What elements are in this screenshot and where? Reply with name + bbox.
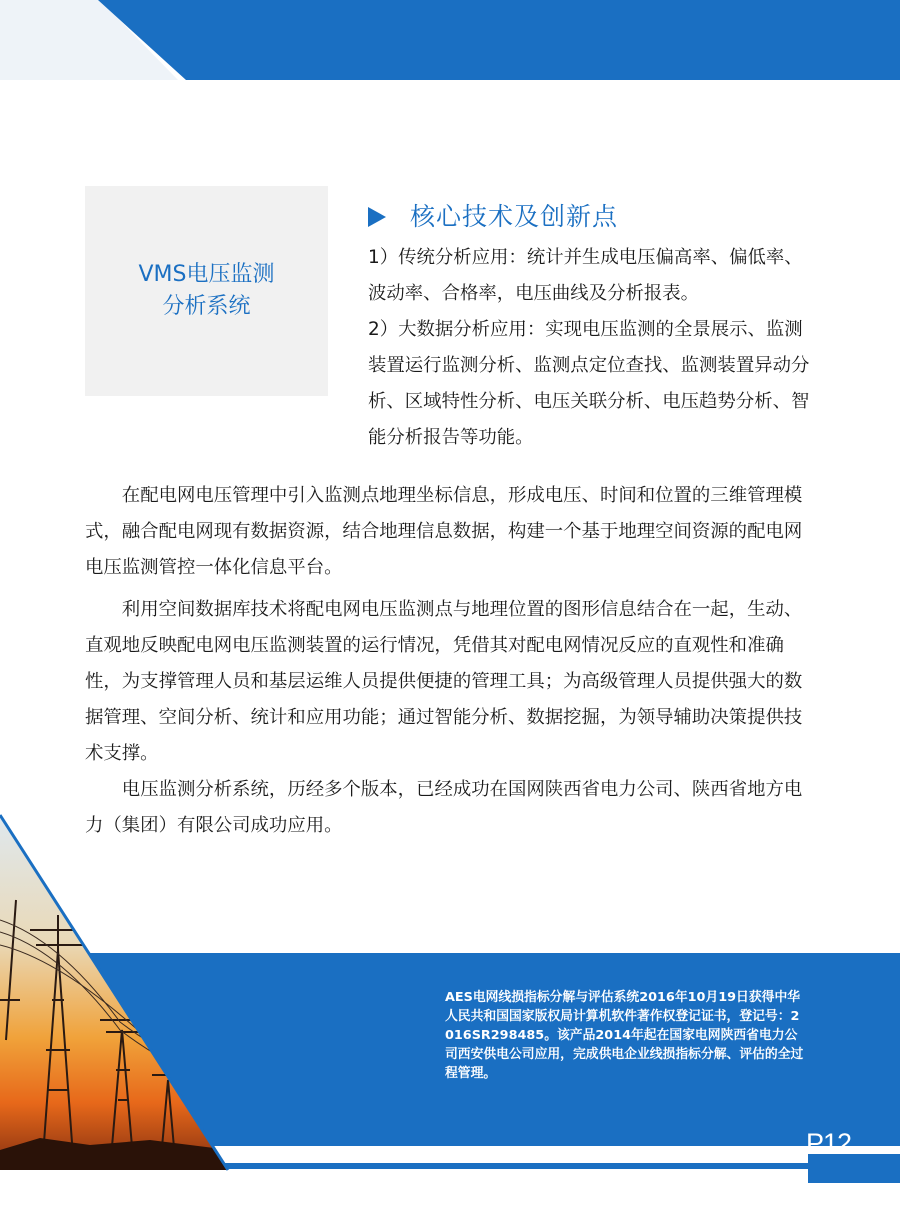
page-number: P12: [806, 1128, 852, 1158]
bottom-thin-strip: [220, 1163, 820, 1169]
core-feature-list: [368, 240, 816, 456]
sidebar-label-line1: VMS电压监测: [138, 262, 275, 287]
core-item-1: 1）传统分析应用：统计并生成电压偏高率、偏低率、波动率、合格率，电压曲线及分析报表。: [368, 247, 803, 304]
body-text: [85, 478, 817, 844]
copyright-notice: AES电网线损指标分解与评估系统2016年10月19日获得中华人民共和国国家版权局计算机软件著作权登记证书，登记号：2016SR298485。该产品2014年起在国家电网陕西省电力公司西安供电公司应用，完成供电企业线损指标分解、评估的全过程管理。: [445, 990, 804, 1081]
core-item-2: 2）大数据分析应用：实现电压监测的全景展示、监测装置运行监测分析、监测点定位查找、监测装置异动分析、区域特性分析、电压关联分析、电压趋势分析、智能分析报告等功能。: [368, 319, 810, 448]
play-triangle-icon: [368, 207, 386, 227]
sidebar-label-box: [85, 186, 328, 396]
top-blue-band: [98, 0, 900, 80]
body-paragraph-1: 在配电网电压管理中引入监测点地理坐标信息，形成电压、时间和位置的三维管理模式，融合配电网现有数据资源，结合地理信息数据，构建一个基于地理空间资源的配电网电压监测管控一体化信息平台。: [85, 485, 803, 578]
sidebar-label-text: [139, 259, 275, 323]
sidebar-label-line2: 分析系统: [162, 294, 251, 319]
body-paragraph-2: 利用空间数据库技术将配电网电压监测点与地理位置的图形信息结合在一起，生动、直观地反映配电网电压监测装置的运行情况，凭借其对配电网情况反应的直观性和准确性，为支撑管理人员和基层运维人员提供便捷的管理工具；为高级管理人员提供强大的数据管理、空间分析、统计和应用功能；通过智能分析、数据挖掘，为领导辅助决策提供技术支撑。: [85, 599, 803, 764]
body-paragraph-3: 电压监测分析系统，历经多个版本，已经成功在国网陕西省电力公司、陕西省地方电力（集团）有限公司成功应用。: [85, 779, 803, 836]
core-section-heading: [368, 199, 618, 235]
bottom-white-gap: [220, 1146, 900, 1154]
core-section-title: 核心技术及创新点: [410, 202, 619, 231]
